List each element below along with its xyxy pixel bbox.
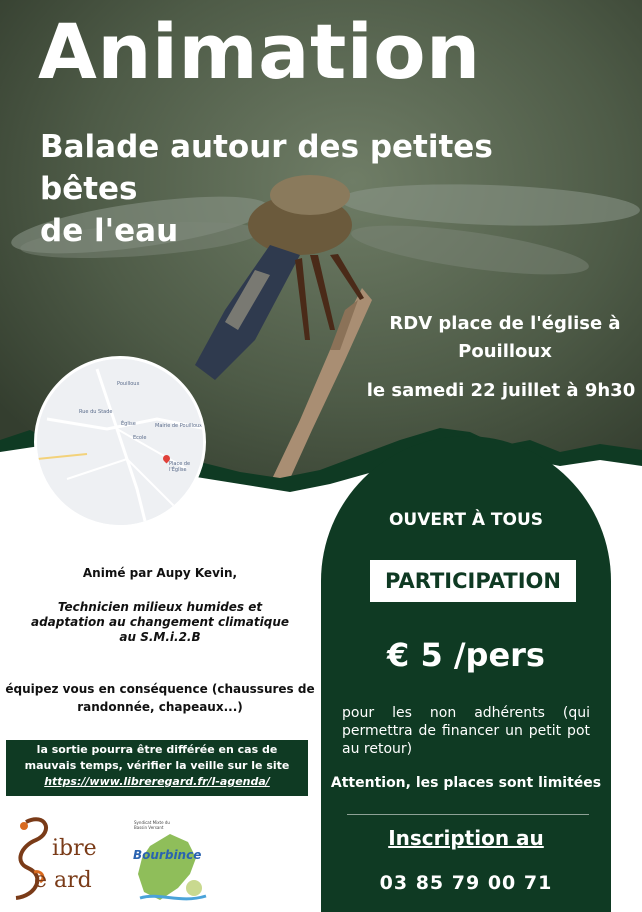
map-label: Place de l'Église (169, 461, 191, 473)
price: € 5 /pers (387, 636, 545, 674)
subtitle-line: de l'eau (40, 213, 179, 249)
host-role-line: adaptation au changement climatique (30, 615, 290, 629)
page-title: Animation (38, 7, 481, 96)
divider (347, 814, 589, 815)
subtitle-line: Balade autour des petites bêtes (40, 129, 493, 207)
limited-places-note: Attention, les places sont limitées (330, 775, 602, 791)
meeting-place-line: Pouilloux (458, 341, 552, 362)
equipment-note (0, 680, 320, 716)
map-label: Pouilloux (117, 381, 140, 387)
weather-notice (6, 740, 308, 796)
meeting-place-line: RDV place de l'église à (389, 313, 621, 334)
meeting-place (380, 310, 630, 366)
equipment-line: équipez vous en conséquence (chaussures de (5, 682, 315, 696)
phone-number[interactable]: 03 85 79 00 71 (379, 872, 553, 894)
subtitle (40, 126, 600, 252)
open-to-all: OUVERT À TOUS (388, 510, 544, 530)
map-label: Mairie de Pouilloux (155, 423, 203, 429)
smi2b-caption: Syndicat Mixte du Bassin Versant (134, 820, 170, 830)
location-map (34, 356, 206, 528)
map-label: Église (121, 421, 136, 427)
inscription-heading: Inscription au (388, 826, 544, 850)
bourbince-text: Bourbince (133, 848, 202, 862)
logo-text: ibre (52, 836, 97, 861)
map-label: Rue du Stade (79, 409, 113, 415)
logo-text: e ard (34, 868, 92, 893)
host-name: Animé par Aupy Kevin, (82, 566, 238, 580)
event-date: le samedi 22 juillet à 9h30 (366, 380, 636, 401)
participation-badge: PARTICIPATION (370, 560, 576, 602)
map-label: Ecole (133, 435, 147, 441)
weather-line: mauvais temps, vérifier la veille sur le site (24, 759, 290, 772)
host-role-line: au S.M.i.2.B (119, 630, 201, 644)
host-role (0, 600, 320, 645)
agenda-link[interactable]: https://www.libreregard.fr/l-agenda/ (44, 775, 270, 788)
equipment-line: randonnée, chapeaux...) (77, 700, 243, 714)
weather-line: la sortie pourra être différée en cas de (36, 743, 278, 756)
host-role-line: Technicien milieux humides et (57, 600, 263, 614)
price-note: pour les non adhérents (qui permettra de financer un petit pot au retour) (342, 705, 590, 757)
